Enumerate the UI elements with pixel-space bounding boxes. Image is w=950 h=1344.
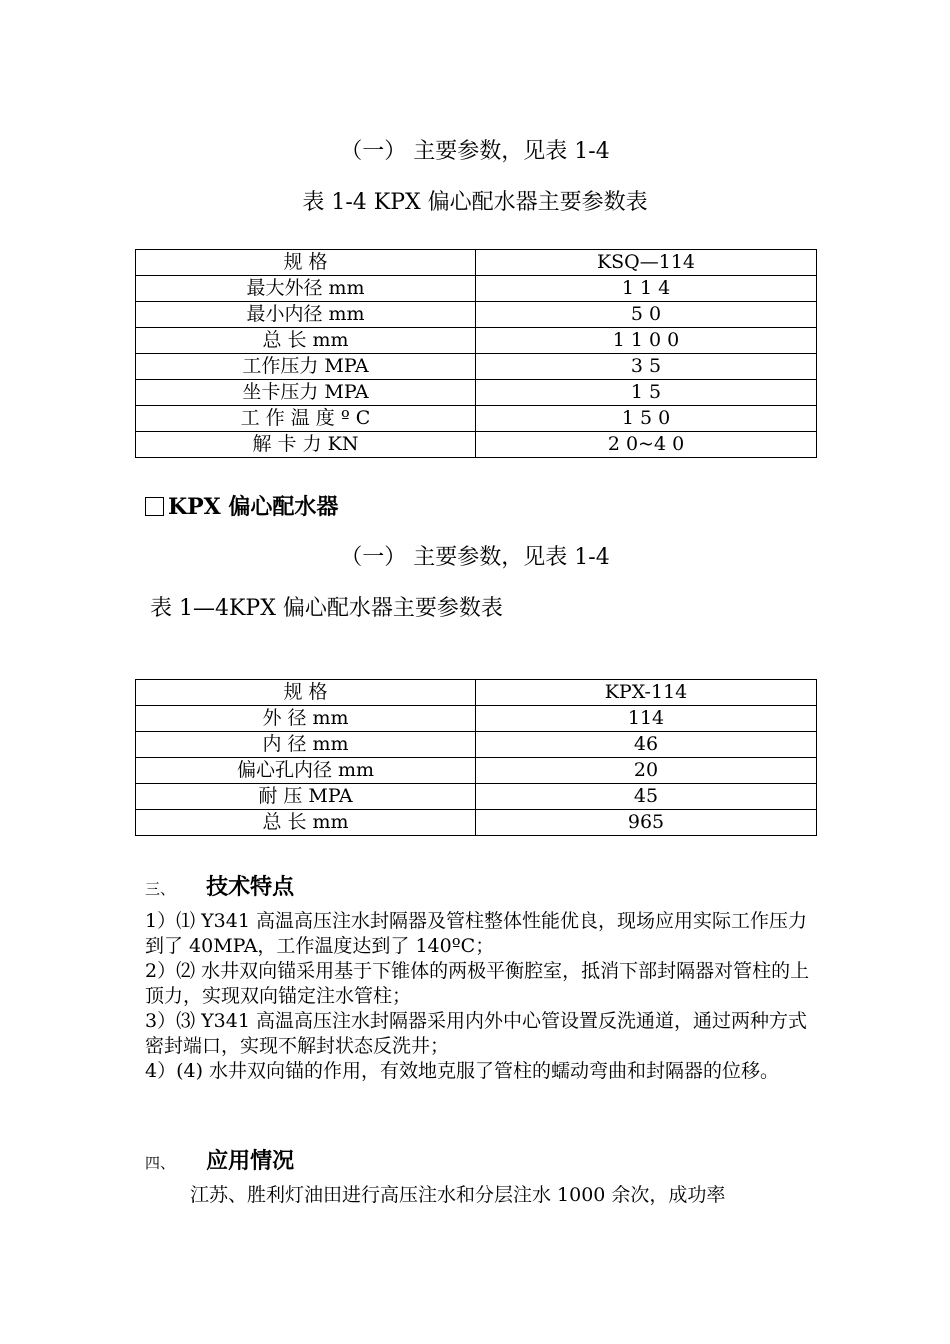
table-header-cell: KSQ—114 — [476, 250, 817, 276]
table-cell: 46 — [476, 732, 817, 758]
section4-number: 四、 — [145, 1154, 176, 1172]
section2-table-caption: 表 1—4KPX 偏心配水器主要参数表 — [150, 596, 503, 621]
paragraph-3: 3）⑶ Y341 高温高压注水封隔器采用内外中心管设置反洗通道，通过两种方式密封端口，实现不解封状态反洗井； — [145, 1010, 807, 1057]
table-row — [136, 784, 817, 810]
table-row — [136, 276, 817, 302]
section4-heading — [145, 1144, 294, 1175]
section3-title: 技术特点 — [206, 874, 295, 900]
table-header-row — [136, 250, 817, 276]
section1-subheading: （一） 主要参数，见表 1-4 — [340, 139, 610, 164]
table-cell: 1 5 — [476, 380, 817, 406]
table-row — [136, 302, 817, 328]
table-cell: 1 5 0 — [476, 406, 817, 432]
section3-heading — [145, 870, 294, 901]
table-cell: 工作压力 MPA — [136, 354, 476, 380]
table-cell: 解 卡 力 KN — [136, 432, 476, 458]
table-cell: 20 — [476, 758, 817, 784]
table-cell: 内 径 mm — [136, 732, 476, 758]
section2-subheading: （一） 主要参数，见表 1-4 — [340, 545, 610, 570]
table-row — [136, 380, 817, 406]
table-cell: 965 — [476, 810, 817, 836]
table-cell: 总 长 mm — [136, 810, 476, 836]
table-cell: 114 — [476, 706, 817, 732]
table-cell: 偏心孔内径 mm — [136, 758, 476, 784]
table-header-row — [136, 680, 817, 706]
table-row — [136, 328, 817, 354]
table-cell: 1 1 0 0 — [476, 328, 817, 354]
table-cell: 工 作 温 度 º C — [136, 406, 476, 432]
table-cell: 耐 压 MPA — [136, 784, 476, 810]
table-cell: 1 1 4 — [476, 276, 817, 302]
table-cell: 外 径 mm — [136, 706, 476, 732]
section4-paragraph: 江苏、胜利灯油田进行高压注水和分层注水 1000 余次，成功率 — [190, 1184, 726, 1206]
paragraph-2: 2）⑵ 水井双向锚采用基于下锥体的两极平衡腔室，抵消下部封隔器对管柱的上顶力，实现双向锚定注水管柱； — [145, 960, 810, 1007]
table-row — [136, 432, 817, 458]
table-cell: 5 0 — [476, 302, 817, 328]
table-row — [136, 354, 817, 380]
table-row — [136, 810, 817, 836]
table-cell: 坐卡压力 MPA — [136, 380, 476, 406]
params-table-kpx — [135, 679, 817, 836]
table-header-cell: 规 格 — [136, 680, 476, 706]
section2-heading-text: KPX 偏心配水器 — [168, 494, 339, 520]
checkbox-square-icon — [145, 497, 164, 516]
paragraph-4: 4）(4) 水井双向锚的作用，有效地克服了管柱的蠕动弯曲和封隔器的位移。 — [145, 1060, 780, 1082]
section3-number: 三、 — [145, 880, 176, 898]
table-cell: 总 长 mm — [136, 328, 476, 354]
paragraph-1: 1）⑴ Y341 高温高压注水封隔器及管柱整体性能优良，现场应用实际工作压力到了 40MPA，工作温度达到了 140ºC； — [145, 910, 807, 957]
table-row — [136, 406, 817, 432]
table-cell: 最大外径 mm — [136, 276, 476, 302]
section2-heading — [145, 490, 338, 521]
table-row — [136, 706, 817, 732]
table-cell: 2 0~4 0 — [476, 432, 817, 458]
table-row — [136, 758, 817, 784]
section1-table-caption: 表 1-4 KPX 偏心配水器主要参数表 — [302, 190, 648, 215]
table-cell: 最小内径 mm — [136, 302, 476, 328]
table-header-cell: KPX-114 — [476, 680, 817, 706]
section4-title: 应用情况 — [206, 1148, 295, 1174]
table-cell: 45 — [476, 784, 817, 810]
table-header-cell: 规 格 — [136, 250, 476, 276]
table-cell: 3 5 — [476, 354, 817, 380]
table-row — [136, 732, 817, 758]
params-table-ksq — [135, 249, 817, 458]
